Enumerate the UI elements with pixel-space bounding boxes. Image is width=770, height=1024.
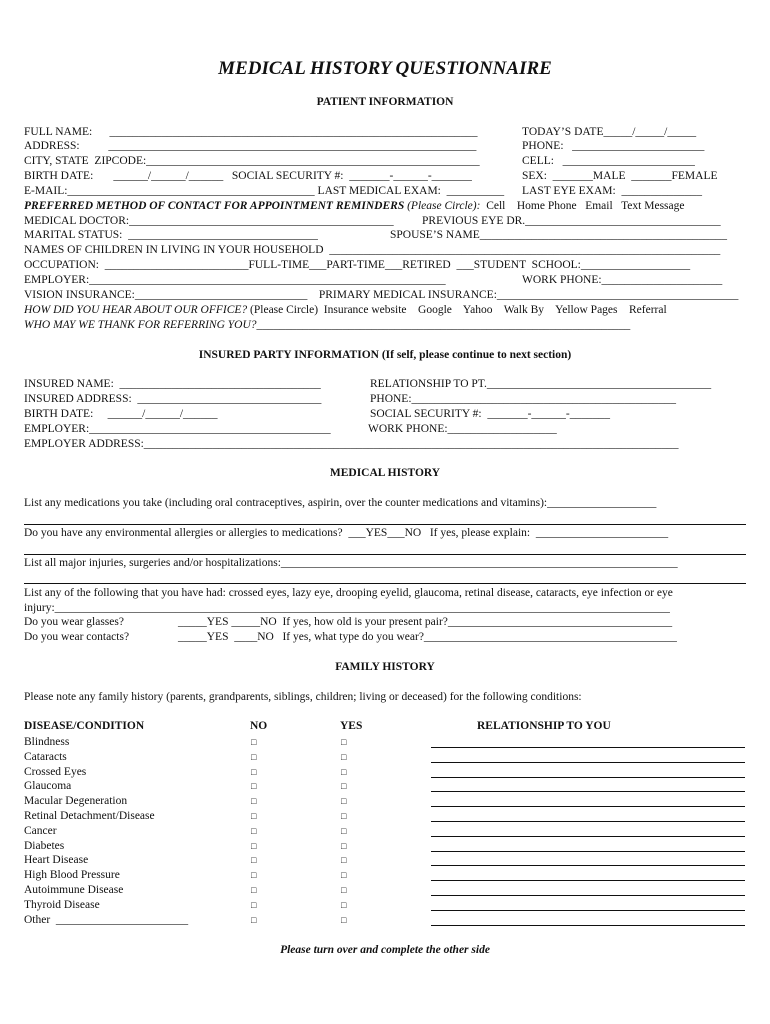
no-checkbox[interactable]: □	[251, 900, 257, 910]
children-field[interactable]: NAMES OF CHILDREN IN LIVING IN YOUR HOUSEHOLD ____________________________________________________________________	[24, 244, 721, 256]
previous-eye-dr-field[interactable]: PREVIOUS EYE DR.__________________________________	[422, 215, 721, 227]
no-checkbox[interactable]: □	[251, 752, 257, 762]
yes-checkbox[interactable]: □	[341, 870, 347, 880]
relationship-line[interactable]	[431, 895, 745, 896]
condition-label: Crossed Eyes	[24, 766, 87, 778]
yes-checkbox[interactable]: □	[341, 900, 347, 910]
work-phone-field[interactable]: WORK PHONE:_____________________	[522, 274, 723, 286]
insured-name-field[interactable]: INSURED NAME: ___________________________________	[24, 378, 321, 390]
preferred-contact-line	[24, 199, 684, 213]
relationship-line[interactable]	[431, 925, 745, 926]
referral-field[interactable]: _________________________________________________________________	[256, 319, 631, 331]
no-checkbox[interactable]: □	[251, 781, 257, 791]
relationship-line[interactable]	[431, 821, 745, 822]
insurance-field[interactable]: VISION INSURANCE:______________________________ PRIMARY MEDICAL INSURANCE:__________________________________________	[24, 289, 739, 301]
relationship-column-header: RELATIONSHIP TO YOU	[477, 720, 611, 732]
yes-checkbox[interactable]: □	[341, 796, 347, 806]
employer-field[interactable]: EMPLOYER:______________________________________________________________	[24, 274, 446, 286]
yes-column-header: YES	[340, 720, 363, 732]
no-checkbox[interactable]: □	[251, 841, 257, 851]
no-checkbox[interactable]: □	[251, 826, 257, 836]
no-checkbox[interactable]: □	[251, 767, 257, 777]
relationship-line[interactable]	[431, 880, 745, 881]
no-checkbox[interactable]: □	[251, 737, 257, 747]
last-eye-exam-field[interactable]: LAST EYE EXAM: ______________	[522, 185, 702, 197]
yes-checkbox[interactable]: □	[341, 752, 347, 762]
insured-birth-date-field[interactable]: BIRTH DATE: ______/______/______	[24, 408, 218, 420]
family-history-header: FAMILY HISTORY	[335, 661, 435, 673]
relationship-line[interactable]	[431, 836, 745, 837]
email-last-medical-exam-field[interactable]: E-MAIL:___________________________________________ LAST MEDICAL EXAM: __________	[24, 185, 505, 197]
how-heard-label: HOW DID YOU HEAR ABOUT OUR OFFICE?	[24, 304, 248, 316]
yes-checkbox[interactable]: □	[341, 885, 347, 895]
cell-field[interactable]: CELL: _______________________	[522, 155, 695, 167]
how-heard-line	[24, 303, 667, 317]
no-checkbox[interactable]: □	[251, 855, 257, 865]
referral-line	[24, 318, 630, 332]
relationship-line[interactable]	[431, 806, 745, 807]
family-history-note: Please note any family history (parents, grandparents, siblings, children; living or deceased) for the following conditions:	[24, 691, 582, 703]
no-checkbox[interactable]: □	[251, 915, 257, 925]
condition-label: Heart Disease	[24, 854, 89, 866]
preferred-contact-label: PREFERRED METHOD OF CONTACT FOR APPOINTMENT REMINDERS	[24, 200, 405, 212]
medical-doctor-field[interactable]: MEDICAL DOCTOR:______________________________________________	[24, 215, 394, 227]
condition-label: Autoimmune Disease	[24, 884, 124, 896]
preferred-contact-options[interactable]: Cell Home Phone Email Text Message	[480, 200, 685, 212]
condition-label: Cataracts	[24, 751, 67, 763]
phone-field[interactable]: PHONE: _______________________	[522, 140, 705, 152]
preferred-contact-hint: (Please Circle):	[404, 200, 481, 212]
condition-label: Retinal Detachment/Disease	[24, 810, 155, 822]
todays-date-field[interactable]: TODAY’S DATE_____/_____/_____	[522, 126, 697, 138]
relationship-line[interactable]	[431, 762, 745, 763]
full-name-field[interactable]: FULL NAME: ________________________________________________________________	[24, 126, 478, 138]
condition-label: Blindness	[24, 736, 70, 748]
yes-checkbox[interactable]: □	[341, 855, 347, 865]
allergies-field[interactable]: Do you have any environmental allergies or allergies to medications? ___YES___NO If yes, please explain: _______________________	[24, 527, 669, 539]
relationship-line[interactable]	[431, 777, 745, 778]
city-state-zip-field[interactable]: CITY, STATE ZIPCODE:__________________________________________________________	[24, 155, 480, 167]
medications-field[interactable]: List any medications you take (including oral contraceptives, aspirin, over the counter medications and vitamins):___________________	[24, 497, 657, 509]
marital-status-field[interactable]: MARITAL STATUS: _________________________________	[24, 229, 318, 241]
insured-phone-field[interactable]: PHONE:______________________________________________	[370, 393, 677, 405]
patient-information-header: PATIENT INFORMATION	[316, 96, 454, 108]
no-checkbox[interactable]: □	[251, 811, 257, 821]
referral-label: WHO MAY WE THANK FOR REFERRING YOU?	[24, 319, 257, 331]
condition-label[interactable]: Other _______________________	[24, 914, 189, 926]
no-checkbox[interactable]: □	[251, 870, 257, 880]
no-checkbox[interactable]: □	[251, 796, 257, 806]
relationship-line[interactable]	[431, 851, 745, 852]
conditions-question: List any of the following that you have had: crossed eyes, lazy eye, drooping eyelid, glaucoma, retinal disease, cataracts, eye infection or eye	[24, 587, 673, 599]
relationship-line[interactable]	[431, 865, 745, 866]
address-field[interactable]: ADDRESS: ________________________________________________________________	[24, 140, 477, 152]
yes-checkbox[interactable]: □	[341, 781, 347, 791]
yes-checkbox[interactable]: □	[341, 811, 347, 821]
condition-label: Glaucoma	[24, 780, 72, 792]
relationship-field[interactable]: RELATIONSHIP TO PT._______________________________________	[370, 378, 712, 390]
insured-work-phone-field[interactable]: WORK PHONE:___________________	[368, 423, 557, 435]
condition-label: Macular Degeneration	[24, 795, 128, 807]
yes-checkbox[interactable]: □	[341, 841, 347, 851]
yes-checkbox[interactable]: □	[341, 826, 347, 836]
spouse-name-field[interactable]: SPOUSE’S NAME___________________________________________	[390, 229, 728, 241]
medical-history-header: MEDICAL HISTORY	[329, 467, 441, 479]
relationship-line[interactable]	[431, 791, 745, 792]
insured-employer-field[interactable]: EMPLOYER:__________________________________________	[24, 423, 331, 435]
footer-note: Please turn over and complete the other side	[280, 944, 490, 956]
glasses-answer[interactable]: _____YES _____NO If yes, how old is your present pair?_______________________________________	[178, 616, 673, 628]
condition-label: Thyroid Disease	[24, 899, 100, 911]
insured-ssn-field[interactable]: SOCIAL SECURITY #: _______-______-_______	[370, 408, 611, 420]
allergies-extra-line[interactable]	[24, 554, 746, 555]
form-title: MEDICAL HISTORY QUESTIONNAIRE	[218, 58, 552, 79]
injury-field[interactable]: injury:___________________________________________________________________________________________________________	[24, 602, 670, 614]
no-checkbox[interactable]: □	[251, 885, 257, 895]
birth-date-ssn-field[interactable]: BIRTH DATE: ______/______/______ SOCIAL SECURITY #: _______-______-_______	[24, 170, 472, 182]
relationship-line[interactable]	[431, 910, 745, 911]
insured-address-field[interactable]: INSURED ADDRESS: ________________________________	[24, 393, 322, 405]
relationship-line[interactable]	[431, 747, 745, 748]
insured-employer-address-field[interactable]: EMPLOYER ADDRESS:_____________________________________________________________________________________________	[24, 438, 679, 450]
yes-checkbox[interactable]: □	[341, 915, 347, 925]
how-heard-options[interactable]: (Please Circle) Insurance website Google Yahoo Walk By Yellow Pages Referral	[247, 304, 667, 316]
medications-extra-line[interactable]	[24, 524, 746, 525]
condition-label: Diabetes	[24, 840, 65, 852]
occupation-field[interactable]: OCCUPATION: _________________________FULL-TIME___PART-TIME___RETIRED ___STUDENT SCHOOL:___________________	[24, 259, 691, 271]
yes-checkbox[interactable]: □	[341, 767, 347, 777]
insured-party-header: INSURED PARTY INFORMATION (If self, please continue to next section)	[198, 349, 572, 361]
condition-label: High Blood Pressure	[24, 869, 120, 881]
contacts-question: Do you wear contacts?	[24, 631, 130, 643]
condition-label: Cancer	[24, 825, 57, 837]
glasses-question: Do you wear glasses?	[24, 616, 124, 628]
yes-checkbox[interactable]: □	[341, 737, 347, 747]
no-column-header: NO	[250, 720, 268, 732]
contacts-answer[interactable]: _____YES ____NO If yes, what type do you wear?____________________________________________	[178, 631, 677, 643]
injuries-extra-line[interactable]	[24, 583, 746, 584]
sex-field[interactable]: SEX: _______MALE _______FEMALE	[522, 170, 718, 182]
injuries-field[interactable]: List all major injuries, surgeries and/or hospitalizations:_____________________________________________________________________	[24, 557, 678, 569]
disease-column-header: DISEASE/CONDITION	[24, 720, 145, 732]
